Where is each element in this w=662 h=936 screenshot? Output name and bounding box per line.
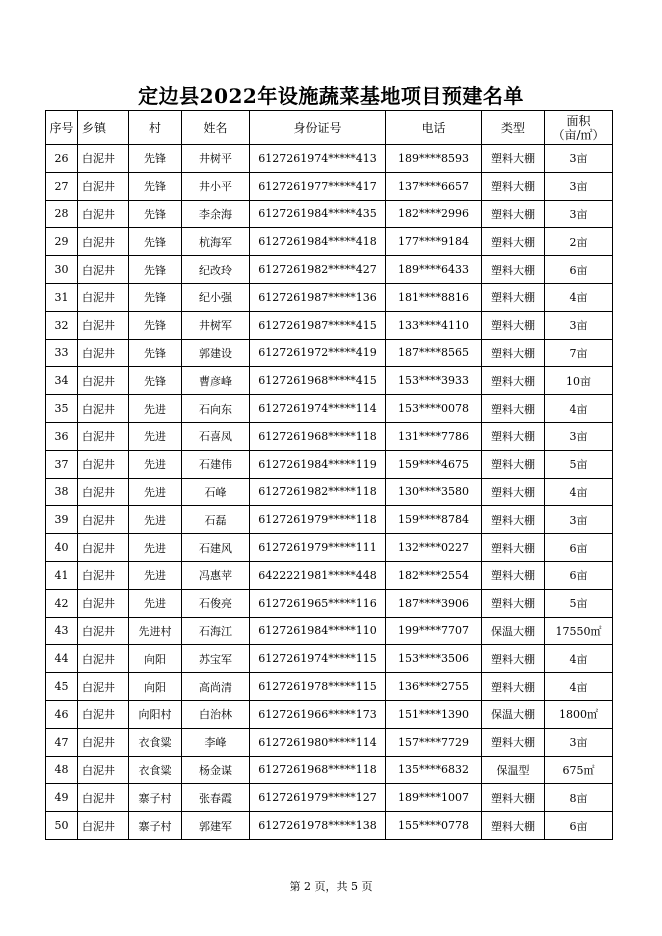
- row-name: 石建伟: [182, 450, 250, 478]
- row-id: 6127261978*****115: [250, 673, 386, 701]
- row-town: 白泥井: [78, 283, 129, 311]
- row-area: 5亩: [545, 450, 613, 478]
- row-village: 向阳: [129, 645, 182, 673]
- row-village: 先进村: [129, 617, 182, 645]
- row-area: 6亩: [545, 256, 613, 284]
- row-type: 塑料大棚: [482, 478, 545, 506]
- row-area: 4亩: [545, 283, 613, 311]
- row-area: 6亩: [545, 561, 613, 589]
- row-area: 3亩: [545, 172, 613, 200]
- row-village: 先进: [129, 561, 182, 589]
- row-town: 白泥井: [78, 812, 129, 840]
- row-no: 40: [46, 534, 78, 562]
- row-village: 寨子村: [129, 784, 182, 812]
- document-title: 定边县2022年设施蔬菜基地项目预建名单: [138, 84, 524, 108]
- row-area: 17550㎡: [545, 617, 613, 645]
- row-no: 42: [46, 589, 78, 617]
- row-no: 45: [46, 673, 78, 701]
- row-town: 白泥井: [78, 728, 129, 756]
- page-footer: 第 2 页，共 5 页: [289, 880, 373, 893]
- row-name: 李峰: [182, 728, 250, 756]
- table-row: [46, 283, 613, 311]
- row-id: 6127261978*****138: [250, 812, 386, 840]
- row-village: 先锋: [129, 172, 182, 200]
- row-phone: 181****8816: [386, 283, 482, 311]
- table-row: [46, 700, 613, 728]
- row-town: 白泥井: [78, 450, 129, 478]
- row-type: 塑料大棚: [482, 228, 545, 256]
- header-area: [545, 111, 613, 145]
- row-no: 30: [46, 256, 78, 284]
- row-town: 白泥井: [78, 673, 129, 701]
- row-no: 32: [46, 311, 78, 339]
- row-phone: 153****0078: [386, 395, 482, 423]
- row-name: 杭海军: [182, 228, 250, 256]
- row-town: 白泥井: [78, 700, 129, 728]
- row-name: 曹彦峰: [182, 367, 250, 395]
- table-row: [46, 478, 613, 506]
- row-type: 保温型: [482, 756, 545, 784]
- row-no: 26: [46, 145, 78, 173]
- row-no: 49: [46, 784, 78, 812]
- row-type: 塑料大棚: [482, 645, 545, 673]
- row-village: 先锋: [129, 145, 182, 173]
- row-area: 7亩: [545, 339, 613, 367]
- row-name: 冯惠苹: [182, 561, 250, 589]
- row-type: 保温大棚: [482, 700, 545, 728]
- row-village: 先锋: [129, 311, 182, 339]
- row-id: 6127261984*****418: [250, 228, 386, 256]
- row-type: 塑料大棚: [482, 172, 545, 200]
- row-name: 井树平: [182, 145, 250, 173]
- header-id: 身份证号: [250, 111, 386, 145]
- row-phone: 177****9184: [386, 228, 482, 256]
- row-village: 先锋: [129, 200, 182, 228]
- row-town: 白泥井: [78, 506, 129, 534]
- header-no: 序号: [46, 111, 78, 145]
- row-phone: 182****2996: [386, 200, 482, 228]
- table-row: [46, 756, 613, 784]
- row-type: 塑料大棚: [482, 506, 545, 534]
- header-village: 村: [129, 111, 182, 145]
- row-phone: 189****6433: [386, 256, 482, 284]
- row-area: 4亩: [545, 478, 613, 506]
- row-no: 38: [46, 478, 78, 506]
- row-type: 塑料大棚: [482, 311, 545, 339]
- table-row: [46, 506, 613, 534]
- row-phone: 182****2554: [386, 561, 482, 589]
- row-no: 41: [46, 561, 78, 589]
- table-row: [46, 256, 613, 284]
- row-id: 6127261974*****413: [250, 145, 386, 173]
- row-area: 3亩: [545, 506, 613, 534]
- row-id: 6127261968*****118: [250, 422, 386, 450]
- header-name: 姓名: [182, 111, 250, 145]
- row-id: 6127261972*****419: [250, 339, 386, 367]
- table-row: [46, 422, 613, 450]
- row-village: 先锋: [129, 283, 182, 311]
- row-no: 43: [46, 617, 78, 645]
- row-id: 6127261984*****110: [250, 617, 386, 645]
- row-area: 2亩: [545, 228, 613, 256]
- row-area: 675㎡: [545, 756, 613, 784]
- row-phone: 187****8565: [386, 339, 482, 367]
- row-village: 先锋: [129, 367, 182, 395]
- row-phone: 130****3580: [386, 478, 482, 506]
- table-header-row: [46, 111, 613, 145]
- row-area: 4亩: [545, 395, 613, 423]
- row-phone: 199****7707: [386, 617, 482, 645]
- row-id: 6127261982*****427: [250, 256, 386, 284]
- row-id: 6127261982*****118: [250, 478, 386, 506]
- header-town: 乡镇: [78, 111, 129, 145]
- row-phone: 189****8593: [386, 145, 482, 173]
- row-phone: 159****8784: [386, 506, 482, 534]
- row-village: 先进: [129, 589, 182, 617]
- row-type: 塑料大棚: [482, 450, 545, 478]
- table-row: [46, 673, 613, 701]
- header-area-unit: （亩/㎡）: [552, 127, 605, 142]
- table-row: [46, 645, 613, 673]
- row-name: 郭建设: [182, 339, 250, 367]
- table-row: [46, 228, 613, 256]
- row-town: 白泥井: [78, 645, 129, 673]
- row-name: 郭建军: [182, 812, 250, 840]
- row-name: 张春霞: [182, 784, 250, 812]
- row-no: 50: [46, 812, 78, 840]
- row-village: 向阳: [129, 673, 182, 701]
- row-phone: 159****4675: [386, 450, 482, 478]
- row-phone: 133****4110: [386, 311, 482, 339]
- row-type: 塑料大棚: [482, 283, 545, 311]
- row-id: 6127261987*****136: [250, 283, 386, 311]
- table-row: [46, 617, 613, 645]
- row-village: 先进: [129, 395, 182, 423]
- row-id: 6422221981*****448: [250, 561, 386, 589]
- row-area: 3亩: [545, 422, 613, 450]
- row-no: 31: [46, 283, 78, 311]
- row-id: 6127261968*****118: [250, 756, 386, 784]
- row-phone: 157****7729: [386, 728, 482, 756]
- row-village: 先锋: [129, 256, 182, 284]
- row-town: 白泥井: [78, 478, 129, 506]
- row-type: 塑料大棚: [482, 200, 545, 228]
- row-id: 6127261974*****114: [250, 395, 386, 423]
- row-name: 杨金谋: [182, 756, 250, 784]
- row-no: 37: [46, 450, 78, 478]
- row-area: 3亩: [545, 200, 613, 228]
- row-id: 6127261965*****116: [250, 589, 386, 617]
- row-id: 6127261984*****435: [250, 200, 386, 228]
- row-town: 白泥井: [78, 228, 129, 256]
- row-type: 塑料大棚: [482, 145, 545, 173]
- row-area: 3亩: [545, 311, 613, 339]
- row-phone: 131****7786: [386, 422, 482, 450]
- table-row: [46, 534, 613, 562]
- row-id: 6127261974*****115: [250, 645, 386, 673]
- row-town: 白泥井: [78, 561, 129, 589]
- row-id: 6127261979*****111: [250, 534, 386, 562]
- row-village: 先锋: [129, 339, 182, 367]
- table-row: [46, 728, 613, 756]
- row-no: 27: [46, 172, 78, 200]
- row-id: 6127261979*****118: [250, 506, 386, 534]
- row-no: 39: [46, 506, 78, 534]
- row-area: 1800㎡: [545, 700, 613, 728]
- table-row: [46, 589, 613, 617]
- row-id: 6127261966*****173: [250, 700, 386, 728]
- table-row: [46, 561, 613, 589]
- row-no: 29: [46, 228, 78, 256]
- row-village: 寨子村: [129, 812, 182, 840]
- row-name: 李余海: [182, 200, 250, 228]
- row-village: 先进: [129, 422, 182, 450]
- row-town: 白泥井: [78, 145, 129, 173]
- row-area: 10亩: [545, 367, 613, 395]
- row-village: 衣食粱: [129, 728, 182, 756]
- row-type: 塑料大棚: [482, 367, 545, 395]
- row-village: 先进: [129, 506, 182, 534]
- row-phone: 153****3933: [386, 367, 482, 395]
- row-phone: 155****0778: [386, 812, 482, 840]
- row-type: 塑料大棚: [482, 784, 545, 812]
- table-row: [46, 367, 613, 395]
- row-type: 塑料大棚: [482, 256, 545, 284]
- row-town: 白泥井: [78, 200, 129, 228]
- row-phone: 137****6657: [386, 172, 482, 200]
- row-type: 塑料大棚: [482, 728, 545, 756]
- row-id: 6127261984*****119: [250, 450, 386, 478]
- project-list-table: [45, 110, 613, 840]
- row-no: 47: [46, 728, 78, 756]
- row-name: 纪小强: [182, 283, 250, 311]
- row-type: 塑料大棚: [482, 339, 545, 367]
- header-type: 类型: [482, 111, 545, 145]
- row-name: 白治林: [182, 700, 250, 728]
- table-row: [46, 172, 613, 200]
- row-town: 白泥井: [78, 339, 129, 367]
- table-row: [46, 311, 613, 339]
- row-no: 33: [46, 339, 78, 367]
- row-name: 纪改玲: [182, 256, 250, 284]
- row-no: 35: [46, 395, 78, 423]
- row-town: 白泥井: [78, 784, 129, 812]
- row-type: 塑料大棚: [482, 422, 545, 450]
- row-phone: 189****1007: [386, 784, 482, 812]
- row-phone: 151****1390: [386, 700, 482, 728]
- table-row: [46, 395, 613, 423]
- row-type: 塑料大棚: [482, 589, 545, 617]
- row-type: 保温大棚: [482, 617, 545, 645]
- table-row: [46, 784, 613, 812]
- row-type: 塑料大棚: [482, 673, 545, 701]
- row-no: 28: [46, 200, 78, 228]
- row-type: 塑料大棚: [482, 534, 545, 562]
- row-area: 6亩: [545, 534, 613, 562]
- row-type: 塑料大棚: [482, 561, 545, 589]
- row-name: 苏宝军: [182, 645, 250, 673]
- row-name: 石向东: [182, 395, 250, 423]
- table-row: [46, 450, 613, 478]
- row-village: 衣食粱: [129, 756, 182, 784]
- table-row: [46, 145, 613, 173]
- row-town: 白泥井: [78, 172, 129, 200]
- table-row: [46, 200, 613, 228]
- row-name: 石磊: [182, 506, 250, 534]
- row-no: 36: [46, 422, 78, 450]
- row-area: 3亩: [545, 145, 613, 173]
- row-village: 先进: [129, 450, 182, 478]
- header-phone: 电话: [386, 111, 482, 145]
- table-body: [46, 145, 613, 840]
- row-name: 井树军: [182, 311, 250, 339]
- row-phone: 153****3506: [386, 645, 482, 673]
- row-id: 6127261977*****417: [250, 172, 386, 200]
- row-town: 白泥井: [78, 311, 129, 339]
- row-phone: 132****0227: [386, 534, 482, 562]
- row-no: 34: [46, 367, 78, 395]
- row-no: 44: [46, 645, 78, 673]
- row-area: 4亩: [545, 645, 613, 673]
- row-town: 白泥井: [78, 756, 129, 784]
- row-id: 6127261987*****415: [250, 311, 386, 339]
- row-village: 先锋: [129, 228, 182, 256]
- row-area: 8亩: [545, 784, 613, 812]
- row-area: 6亩: [545, 812, 613, 840]
- row-no: 46: [46, 700, 78, 728]
- row-name: 井小平: [182, 172, 250, 200]
- row-id: 6127261980*****114: [250, 728, 386, 756]
- table-row: [46, 812, 613, 840]
- row-town: 白泥井: [78, 589, 129, 617]
- row-area: 3亩: [545, 728, 613, 756]
- row-phone: 136****2755: [386, 673, 482, 701]
- row-village: 先进: [129, 478, 182, 506]
- row-type: 塑料大棚: [482, 395, 545, 423]
- row-village: 先进: [129, 534, 182, 562]
- row-name: 石喜凤: [182, 422, 250, 450]
- row-area: 4亩: [545, 673, 613, 701]
- row-id: 6127261968*****415: [250, 367, 386, 395]
- header-area-label: 面积: [566, 113, 591, 128]
- row-name: 石俊亮: [182, 589, 250, 617]
- row-town: 白泥井: [78, 395, 129, 423]
- row-town: 白泥井: [78, 617, 129, 645]
- row-town: 白泥井: [78, 256, 129, 284]
- row-town: 白泥井: [78, 422, 129, 450]
- row-name: 高尚清: [182, 673, 250, 701]
- row-name: 石海江: [182, 617, 250, 645]
- row-town: 白泥井: [78, 367, 129, 395]
- row-town: 白泥井: [78, 534, 129, 562]
- row-phone: 135****6832: [386, 756, 482, 784]
- row-type: 塑料大棚: [482, 812, 545, 840]
- row-no: 48: [46, 756, 78, 784]
- row-phone: 187****3906: [386, 589, 482, 617]
- row-village: 向阳村: [129, 700, 182, 728]
- row-name: 石建风: [182, 534, 250, 562]
- table-row: [46, 339, 613, 367]
- row-area: 5亩: [545, 589, 613, 617]
- row-id: 6127261979*****127: [250, 784, 386, 812]
- row-name: 石峰: [182, 478, 250, 506]
